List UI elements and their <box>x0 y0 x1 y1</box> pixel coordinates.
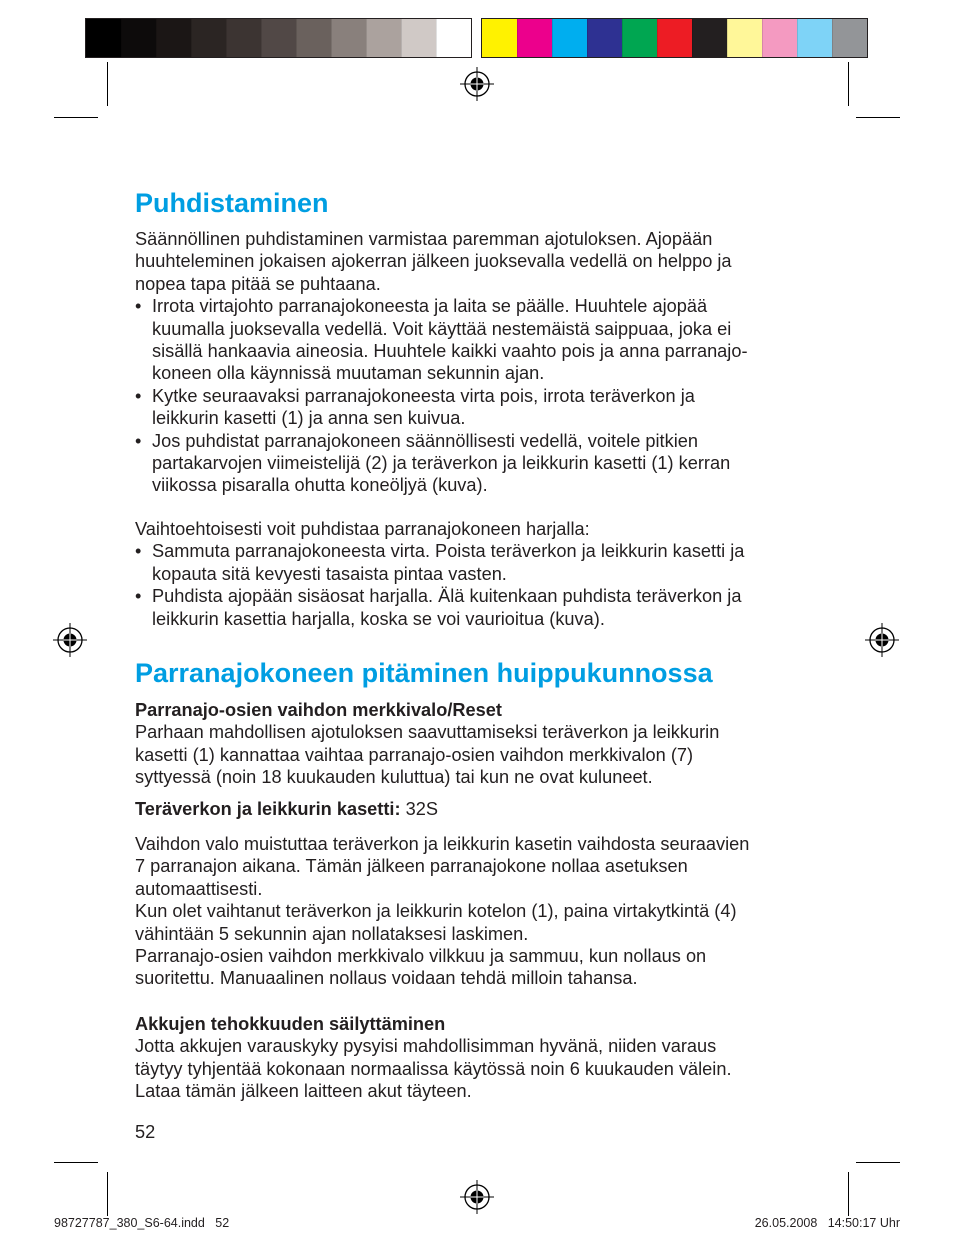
text-line: syttyessä (noin 18 kuukauden kuluttua) tai kun ne ovat kuluneet. <box>135 767 653 788</box>
subheading: Akkujen tehokkuuden säilyttäminen <box>135 1014 446 1034</box>
color-bar-swatch <box>121 19 156 57</box>
text-line: Parranajo-osien vaihdon merkkivalo vilkkuu ja sammuu, kun nollaus on <box>135 946 707 967</box>
crop-mark <box>848 1172 849 1216</box>
brush-cleaning-instructions <box>135 518 744 630</box>
intro-paragraph <box>135 228 748 295</box>
color-bar-swatch <box>762 19 797 57</box>
crop-mark <box>107 1172 108 1216</box>
slug-timestamp: 26.05.2008 14:50:17 Uhr <box>754 1216 900 1230</box>
text-line: Kun olet vaihtanut teräverkon ja leikkurin kotelon (1), paina virtakytkintä (4) <box>135 901 737 922</box>
bullet-item <box>135 585 744 630</box>
text-line: viikossa pisaralla ohutta koneöljyä (kuva). <box>152 475 488 496</box>
color-bar-swatch <box>401 19 436 57</box>
text-line: kopauta sitä kevyesti tasaista pintaa vasten. <box>152 563 507 584</box>
color-bar-swatch <box>622 19 657 57</box>
cassette-model-line <box>135 798 438 820</box>
crop-mark <box>848 62 849 106</box>
color-bar-swatch <box>552 19 587 57</box>
color-bar-swatch <box>727 19 762 57</box>
color-bar-swatch <box>226 19 261 57</box>
text-line: • Jos puhdistat parranajokoneen säännöllisesti vedellä, voitele pitkien <box>152 430 698 451</box>
color-bar-swatch <box>436 19 471 57</box>
crop-mark <box>54 1162 98 1163</box>
section-heading-maintenance: Parranajokoneen pitäminen huippukunnossa <box>135 658 713 688</box>
color-bar-swatch <box>797 19 832 57</box>
bullet-item <box>135 430 748 497</box>
text-line: • Puhdista ajopään sisäosat harjalla. Älä kuitenkaan puhdista teräverkon ja <box>152 586 742 607</box>
cassette-value: 32S <box>405 799 438 819</box>
color-bar-swatch <box>191 19 226 57</box>
registration-mark-icon <box>53 623 87 657</box>
subheading: Parranajo-osien vaihdon merkkivalo/Reset <box>135 700 502 720</box>
text-line: 7 parranajon aikana. Tämän jälkeen parranajokone nollaa asetuksen <box>135 856 688 877</box>
text-line: leikkurin kasetti (1) ja anna sen kuivua. <box>152 408 466 429</box>
text-line: Lataa tämän jälkeen laitteen akut täyteen. <box>135 1081 472 1102</box>
color-bar-swatch <box>261 19 296 57</box>
text-line: vähintään 5 sekunnin ajan nollataksesi laskimen. <box>135 923 529 944</box>
color-bar-swatch <box>482 19 517 57</box>
color-bar-swatch <box>366 19 401 57</box>
text-line: • Irrota virtajohto parranajokoneesta ja laita se päälle. Huuhtele ajopää <box>152 296 708 317</box>
bullet-item <box>135 295 748 385</box>
text-line: Parhaan mahdollisen ajotuloksen saavuttamiseksi teräverkon ja leikkurin <box>135 722 720 743</box>
color-bar-swatch <box>587 19 622 57</box>
grayscale-bar <box>86 19 471 57</box>
reset-notes-paragraph <box>135 833 749 990</box>
text-line: Vaihdon valo muistuttaa teräverkon ja leikkurin kasetin vaihdosta seuraavien <box>135 834 750 854</box>
cassette-label: Teräverkon ja leikkurin kasetti: <box>135 799 401 819</box>
crop-mark <box>856 117 900 118</box>
text-line: Jotta akkujen varauskyky pysyisi mahdollisimman hyvänä, niiden varaus <box>135 1036 717 1057</box>
bullet-item <box>135 385 748 430</box>
crop-mark <box>856 1162 900 1163</box>
text-line: nopea tapa pitää se puhtaana. <box>135 273 381 294</box>
slug-file-info: 98727787_380_S6-64.indd 52 <box>54 1216 230 1230</box>
registration-mark-icon <box>460 1180 494 1214</box>
process-color-bar <box>482 19 867 57</box>
cassette-model <box>135 798 438 820</box>
reset-indicator-paragraph <box>135 699 719 789</box>
section-heading-cleaning: Puhdistaminen <box>135 188 329 218</box>
cleaning-instructions <box>135 228 748 497</box>
text-line: • Kytke seuraavaksi parranajokoneesta virta pois, irrota teräverkon ja <box>152 385 695 406</box>
text-line: täytyy tyhjentää kokonaan normaalissa käytössä noin 6 kuukauden välein. <box>135 1058 732 1079</box>
text-line: Säännöllinen puhdistaminen varmistaa paremman ajotuloksen. Ajopään <box>135 229 713 249</box>
color-bar-swatch <box>832 19 867 57</box>
text-line: koneen olla käynnissä muutaman sekunnin ajan. <box>152 363 545 384</box>
battery-care-paragraph <box>135 1013 732 1103</box>
text-line: suoritettu. Manuaalinen nollaus voidaan tehdä milloin tahansa. <box>135 968 638 989</box>
bullet-item <box>135 540 744 585</box>
color-bar-swatch <box>692 19 727 57</box>
text-line: leikkurin kasettia harjalla, koska se voi vaurioitua (kuva). <box>152 608 605 629</box>
text-line: Vaihtoehtoisesti voit puhdistaa parranajokoneen harjalla: <box>135 519 590 539</box>
color-bar-swatch <box>331 19 366 57</box>
text-line: huuhteleminen jokaisen ajokerran jälkeen juoksevalla vedellä on helppo ja <box>135 251 732 272</box>
crop-mark <box>107 62 108 106</box>
registration-mark-icon <box>865 623 899 657</box>
color-bar-swatch <box>517 19 552 57</box>
color-bar-swatch <box>657 19 692 57</box>
text-line: • Sammuta parranajokoneesta virta. Poista teräverkon ja leikkurin kasetti ja <box>152 541 745 562</box>
page-number: 52 <box>135 1122 156 1142</box>
color-bar-swatch <box>156 19 191 57</box>
color-bar-swatch <box>86 19 121 57</box>
registration-mark-icon <box>460 67 494 101</box>
text-line: partakarvojen viimeistelijä (2) ja teräverkon ja leikkurin kasetti (1) kerran <box>152 453 731 474</box>
text-line: automaattisesti. <box>135 878 263 899</box>
text-line: sisällä hankaavia aineosia. Huuhtele kaikki vaahto pois ja anna parranajo- <box>152 341 748 362</box>
text-line: kasetti (1) kannattaa vaihtaa parranajo-osien vaihdon merkkivalon (7) <box>135 744 694 765</box>
color-bar-swatch <box>296 19 331 57</box>
text-line: kuumalla juoksevalla vedellä. Voit käyttää nestemäistä saippuaa, joka ei <box>152 318 732 339</box>
crop-mark <box>54 117 98 118</box>
